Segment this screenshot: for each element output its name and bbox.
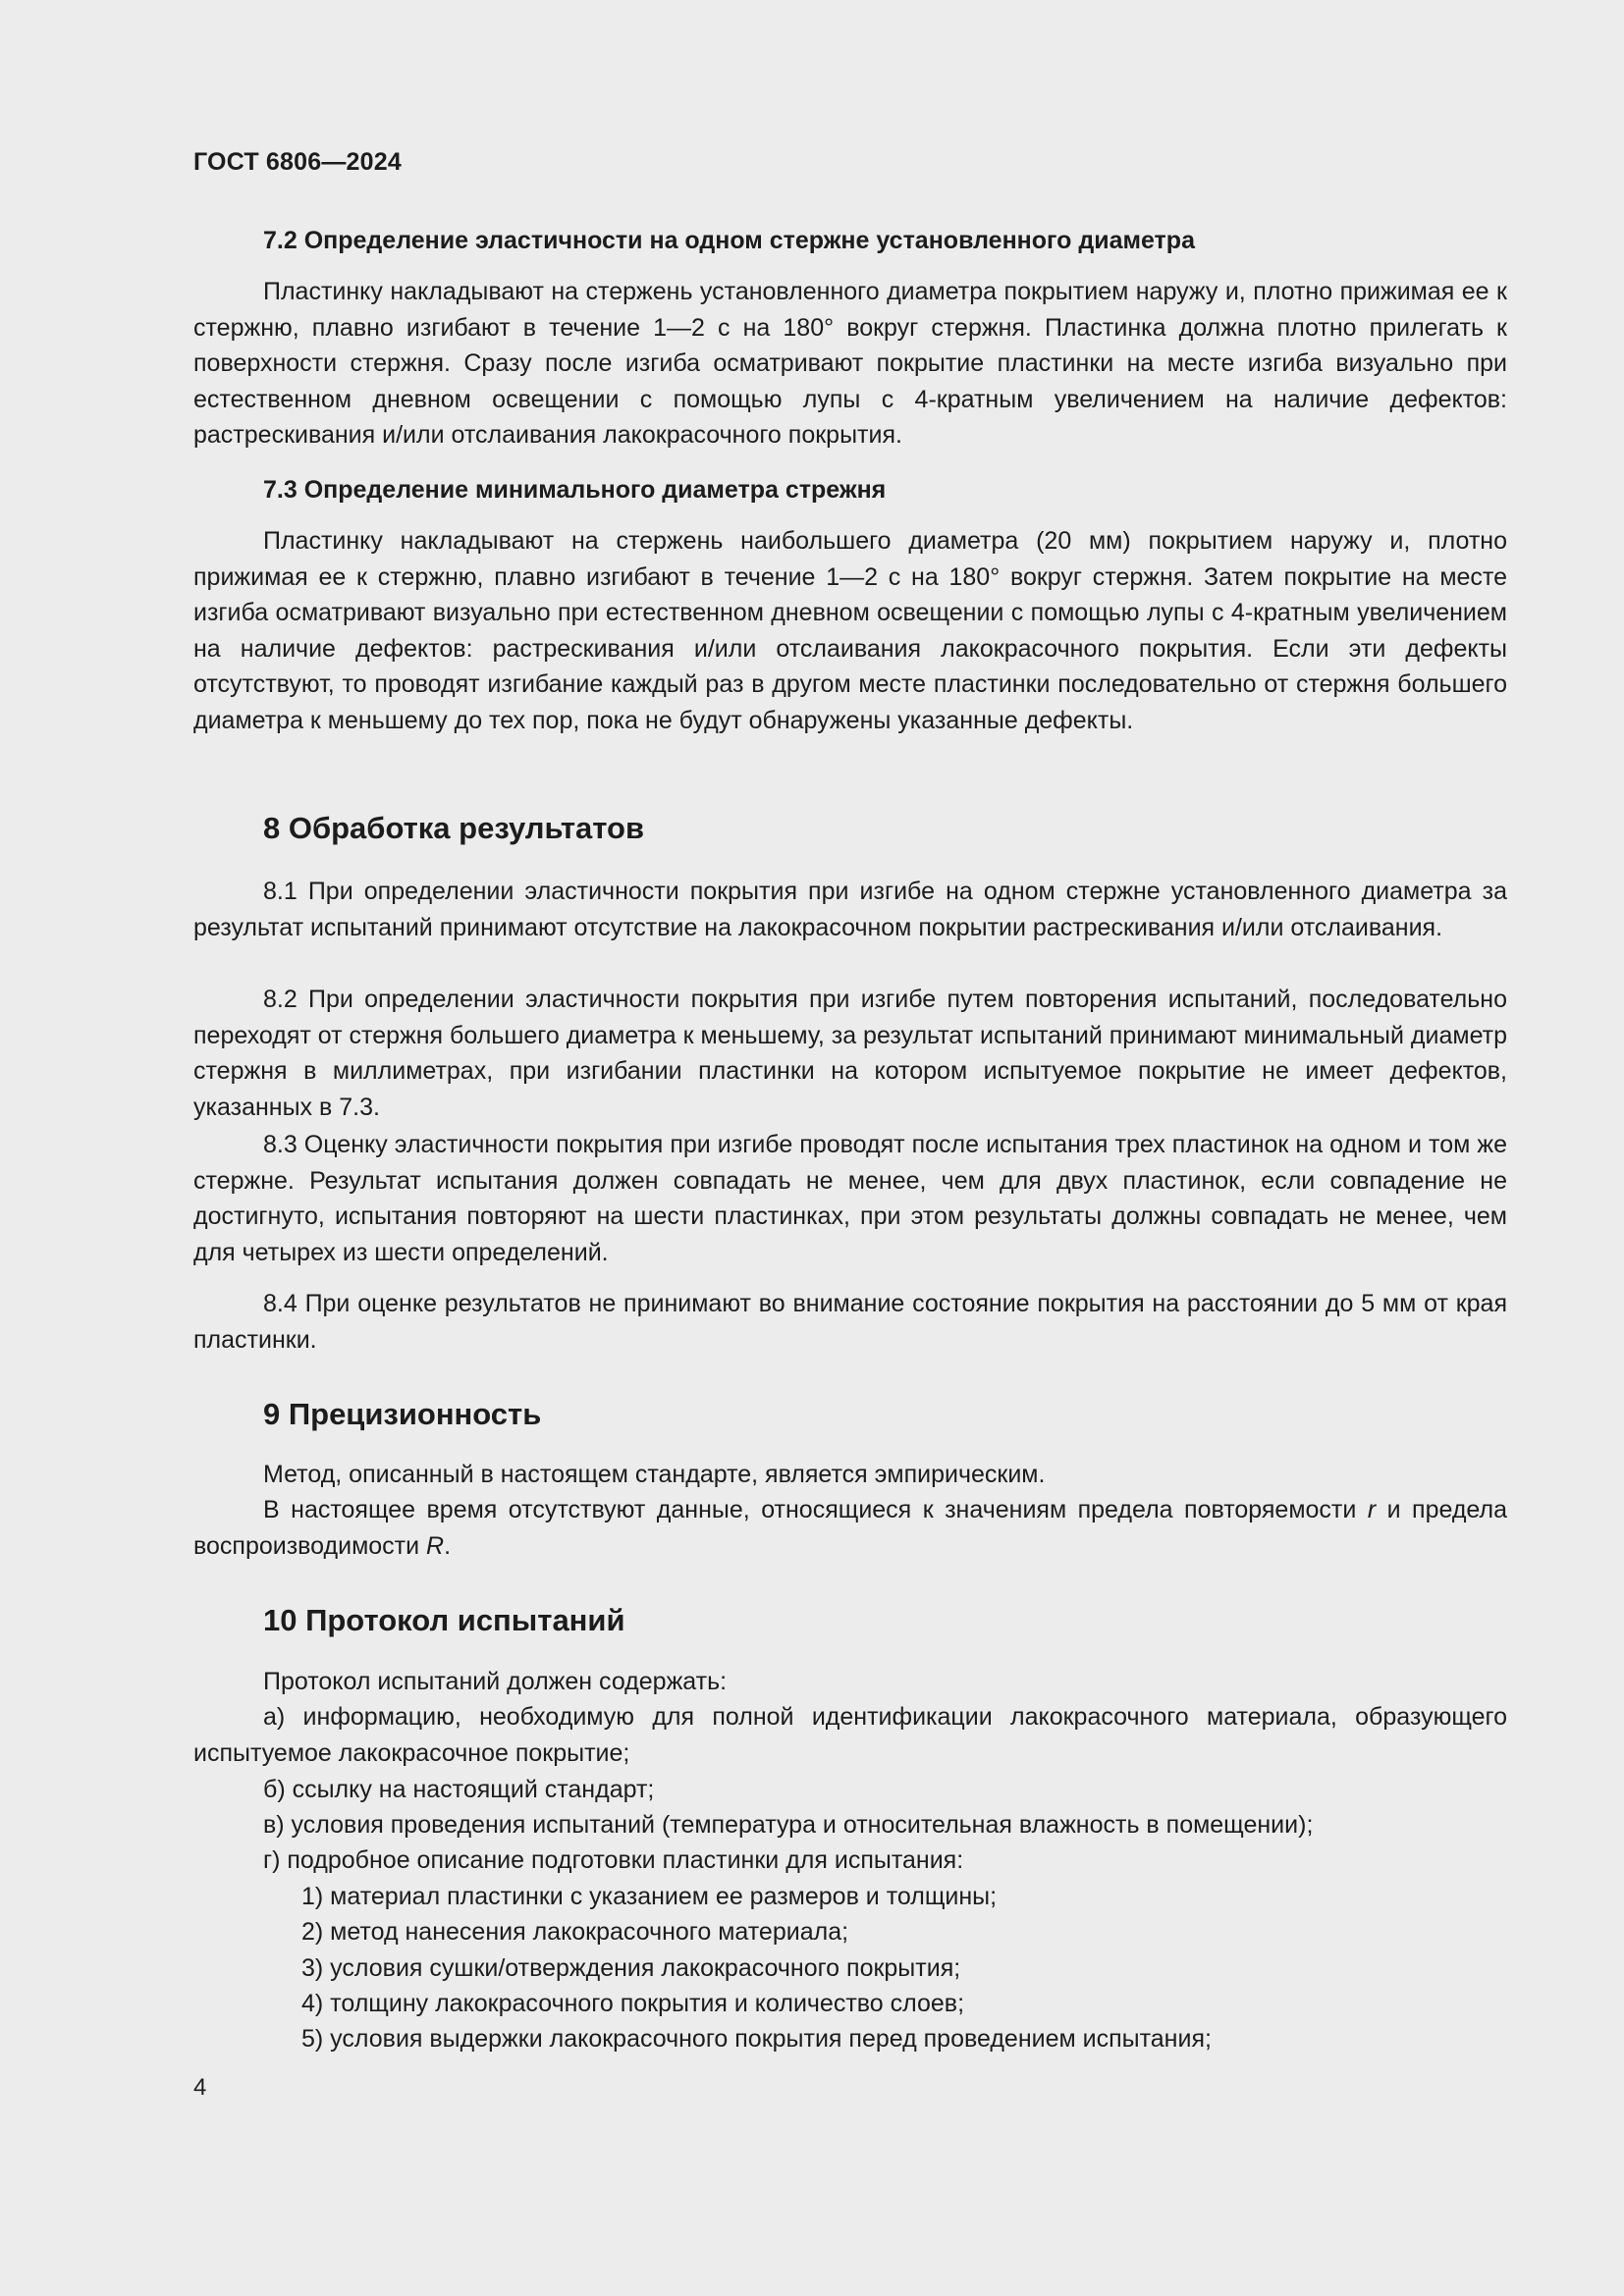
- section-10-title: 10 Протокол испытаний: [263, 1603, 625, 1637]
- section-8-title: 8 Обработка результатов: [263, 811, 645, 845]
- page-number: 4: [193, 2074, 207, 2101]
- protocol-item-b: б) ссылку на настоящий стандарт;: [263, 1776, 655, 1803]
- paragraph-8-3: 8.3 Оценку эластичности покрытия при изгибе проводят после испытания трех пластинок на одном и том же стержне. Результат испытания должен совпадать не менее, чем для двух пластинок, если совпадение не достигнуто, испытания повторяют на шести пластинках, при этом результаты должны совпадать не менее, чем для четырех из шести определений.: [193, 1131, 1507, 1266]
- protocol-item-g: г) подробное описание подготовки пластинки для испытания:: [263, 1846, 964, 1874]
- protocol-subitem-2: 2) метод нанесения лакокрасочного материала;: [301, 1918, 849, 1946]
- protocol-item-a: а) информацию, необходимую для полной идентификации лакокрасочного материала, образующего испытуемое лакокрасочное покрытие;: [193, 1703, 1507, 1767]
- subsection-7-3-text: Пластинку накладывают на стержень наибольшего диаметра (20 мм) покрытием наружу и, плотно прижимая ее к стержню, плавно изгибают в течение 1—2 с на 180° вокруг стержня. Затем покрытие на месте изгиба осматривают визуально при естественном дневном освещении с помощью лупы с 4-кратным увеличением на наличие дефектов: растрескивания и/или отслаивания лакокрасочного покрытия. Если эти дефекты отсутствуют, то проводят изгибание каждый раз в другом месте пластинки последовательно от стержня большего диаметра к меньшему до тех пор, пока не будут обнаружены указанные дефекты.: [193, 527, 1507, 734]
- paragraph-8-2: 8.2 При определении эластичности покрытия при изгибе путем повторения испытаний, последовательно переходят от стержня большего диаметра к меньшему, за результат испытаний принимают минимальный диаметр стержня в миллиметрах, при изгибании пластинки на котором испытуемое покрытие не имеет дефектов, указанных в 7.3.: [193, 986, 1508, 1121]
- protocol-subitem-3: 3) условия сушки/отверждения лакокрасочного покрытия;: [301, 1954, 961, 1982]
- subsection-7-2-title: 7.2 Определение эластичности на одном стержне установленного диаметра: [263, 227, 1195, 254]
- protocol-subitem-4: 4) толщину лакокрасочного покрытия и количество слоев;: [301, 1990, 965, 2017]
- section-9-title: 9 Прецизионность: [263, 1397, 542, 1431]
- symbol-r: r: [1367, 1496, 1377, 1523]
- paragraph-9-2: В настоящее время отсутствуют данные, относящиеся к значениям предела повторяемости r и предела воспроизводимости R.: [193, 1496, 1507, 1560]
- symbol-R: R: [426, 1531, 445, 1560]
- paragraph-9-1: Метод, описанный в настоящем стандарте, является эмпирическим.: [263, 1461, 1046, 1488]
- protocol-subitem-5: 5) условия выдержки лакокрасочного покрытия перед проведением испытания;: [301, 2025, 1212, 2053]
- subsection-7-2-text: Пластинку накладывают на стержень установленного диаметра покрытием наружу и, плотно прижимая ее к стержню, плавно изгибают в течение 1—2 с на 180° вокруг стержня. Пластинка должна плотно прилегать к поверхности стержня. Сразу после изгиба осматривают покрытие пластинки на месте изгиба визуально при естественном дневном освещении с помощью лупы с 4-кратным увеличением на наличие дефектов: растрескивания и/или отслаивания лакокрасочного покрытия.: [193, 278, 1507, 449]
- document-code-header: ГОСТ 6806—2024: [193, 148, 402, 176]
- subsection-7-3-title: 7.3 Определение минимального диаметра стрежня: [263, 476, 887, 504]
- paragraph-8-4: 8.4 При оценке результатов не принимают во внимание состояние покрытия на расстоянии до 5 мм от края пластинки.: [193, 1290, 1507, 1354]
- protocol-intro: Протокол испытаний должен содержать:: [263, 1668, 728, 1695]
- protocol-subitem-1: 1) материал пластинки с указанием ее размеров и толщины;: [301, 1883, 998, 1910]
- protocol-item-v: в) условия проведения испытаний (температура и относительная влажность в помещении);: [263, 1811, 1314, 1839]
- paragraph-8-1: 8.1 При определении эластичности покрытия при изгибе на одном стержне установленного диаметра за результат испытаний принимают отсутствие на лакокрасочном покрытии растрескивания и/или отслаивания.: [193, 878, 1507, 941]
